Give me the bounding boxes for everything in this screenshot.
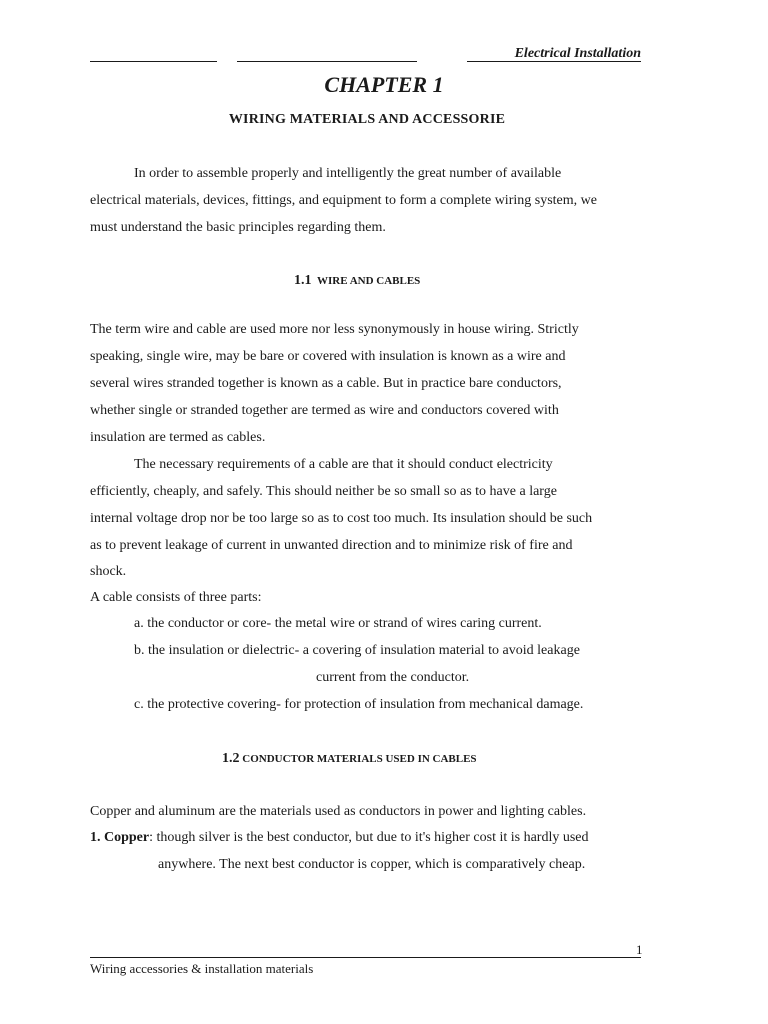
copper-line (90, 829, 589, 847)
copper-text: : though silver is the best conductor, but due to it's higher cost it is hardly used (149, 830, 589, 845)
header-rule-segment (90, 61, 217, 62)
paragraph-line: several wires stranded together is known as a cable. But in practice bare conductors, (90, 376, 562, 391)
paragraph-line: efficiently, cheaply, and safely. This should neither be so small so as to have a large (90, 484, 557, 499)
chapter-title: CHAPTER 1 (324, 72, 444, 97)
section-number: 1.2 (222, 751, 240, 766)
paragraph-line: shock. (90, 564, 127, 579)
list-item-continuation: current from the conductor. (316, 670, 470, 685)
intro-line: In order to assemble properly and intelligently the great number of available (134, 166, 562, 181)
list-item: c. the protective covering- for protection of insulation from mechanical damage. (134, 697, 584, 712)
paragraph-line: as to prevent leakage of current in unwanted direction and to minimize risk of fire and (90, 538, 573, 553)
header-title: Electrical Installation (514, 46, 641, 61)
paragraph-line: The necessary requirements of a cable are that it should conduct electricity (134, 457, 553, 472)
section-heading-1-2 (222, 751, 477, 767)
header-rule-segment (237, 61, 417, 62)
intro-line: must understand the basic principles regarding them. (90, 220, 386, 235)
copper-line-continuation: anywhere. The next best conductor is copper, which is comparatively cheap. (158, 857, 586, 872)
footer-text: Wiring accessories & installation materials (90, 961, 314, 976)
list-item: b. the insulation or dielectric- a covering of insulation material to avoid leakage (134, 643, 580, 658)
section-number: 1.1 (294, 273, 312, 288)
parts-intro: A cable consists of three parts: (90, 590, 262, 605)
paragraph-line: speaking, single wire, may be bare or covered with insulation is known as a wire and (90, 349, 566, 364)
chapter-subtitle: WIRING MATERIALS AND ACCESSORIE (228, 112, 506, 127)
paragraph-line: Copper and aluminum are the materials used as conductors in power and lighting cables. (90, 804, 587, 819)
section-title: CONDUCTOR MATERIALS USED IN CABLES (242, 753, 477, 765)
intro-line: electrical materials, devices, fittings, and equipment to form a complete wiring system, we (90, 193, 597, 208)
paragraph-line: whether single or stranded together are termed as wire and conductors covered with (90, 403, 559, 418)
page-number: 1 (636, 942, 643, 957)
footer-rule (90, 957, 641, 958)
section-title: WIRE AND CABLES (317, 275, 421, 287)
list-item: a. the conductor or core- the metal wire or strand of wires caring current. (134, 616, 542, 631)
paragraph-line: internal voltage drop nor be too large so as to cost too much. Its insulation should be such (90, 511, 593, 526)
page-header (90, 45, 641, 65)
copper-label: 1. Copper (90, 830, 150, 845)
paragraph-line: insulation are termed as cables. (90, 430, 266, 445)
section-heading-1-1 (294, 273, 420, 289)
paragraph-line: The term wire and cable are used more nor less synonymously in house wiring. Strictly (90, 322, 579, 337)
